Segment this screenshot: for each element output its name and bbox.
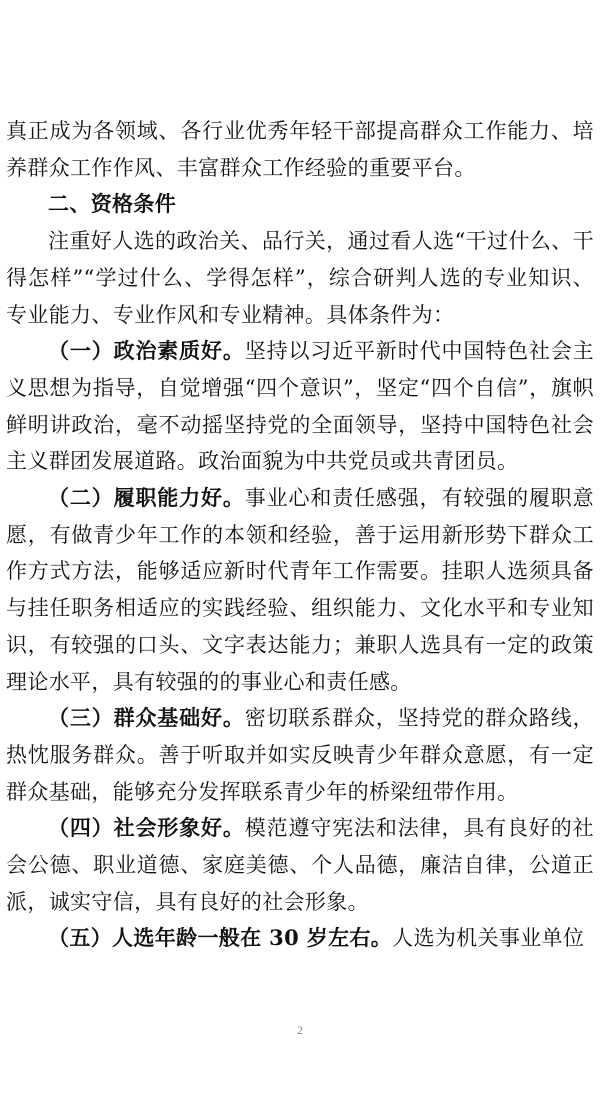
condition-item-3 [6,700,594,810]
intro-paragraph: 注重好人选的政治关、品行关，通过看人选“干过什么、干得怎样”“学过什么、学得怎样”，综合研判人选的专业知识、专业能力、专业作风和专业精神。具体条件为： [6,229,594,327]
condition-item-5-lead: （五）人选年龄一般在 30 岁左右。 [48,925,393,951]
page-number: 2 [297,1023,303,1037]
condition-item-2-lead: （二）履职能力好。 [48,485,245,511]
condition-item-3-text: 密切联系群众，坚持党的群众路线，热忱服务群众。善于听取并如实反映青少年群众意愿，有一定群众基础，能够充分发挥联系青少年的桥梁纽带作用。 [6,706,594,804]
condition-item-1-text: 坚持以习近平新时代中国特色社会主义思想为指导，自觉增强“四个意识”，坚定“四个自信”，旗帜鲜明讲政治，毫不动摇坚持党的全面领导，坚持中国特色社会主义群团发展道路。政治面貌为中共党员或共青团员。 [6,339,594,474]
condition-item-4-lead: （四）社会形象好。 [48,815,245,841]
condition-item-4 [6,810,594,920]
condition-item-1-lead: （一）政治素质好。 [48,338,245,364]
condition-item-4-text: 模范遵守宪法和法律，具有良好的社会公德、职业道德、家庭美德、个人品德，廉洁自律，公道正派，诚实守信，具有良好的社会形象。 [6,816,594,914]
condition-item-3-lead: （三）群众基础好。 [48,705,245,731]
condition-item-2 [6,480,594,700]
continuation-paragraph: 真正成为各领域、各行业优秀年轻干部提高群众工作能力、培养群众工作作风、丰富群众工作经验的重要平台。 [6,119,594,180]
condition-item-2-text: 事业心和责任感强，有较强的履职意愿，有做青少年工作的本领和经验，善于运用新形势下群众工作方式方法，能够适应新时代青年工作需要。挂职人选须具备与挂任职务相适应的实践经验、组织能力、文化水平和专业知识，有较强的口头、文字表达能力；兼职人选具有一定的政策理论水平，具有较强的的事业心和责任感。 [6,486,594,694]
condition-item-1 [6,333,594,480]
condition-item-5 [6,920,594,957]
document-body [6,113,594,957]
section-heading: 二、资格条件 [48,192,177,217]
condition-item-5-text: 人选为机关事业单位 [392,926,585,951]
